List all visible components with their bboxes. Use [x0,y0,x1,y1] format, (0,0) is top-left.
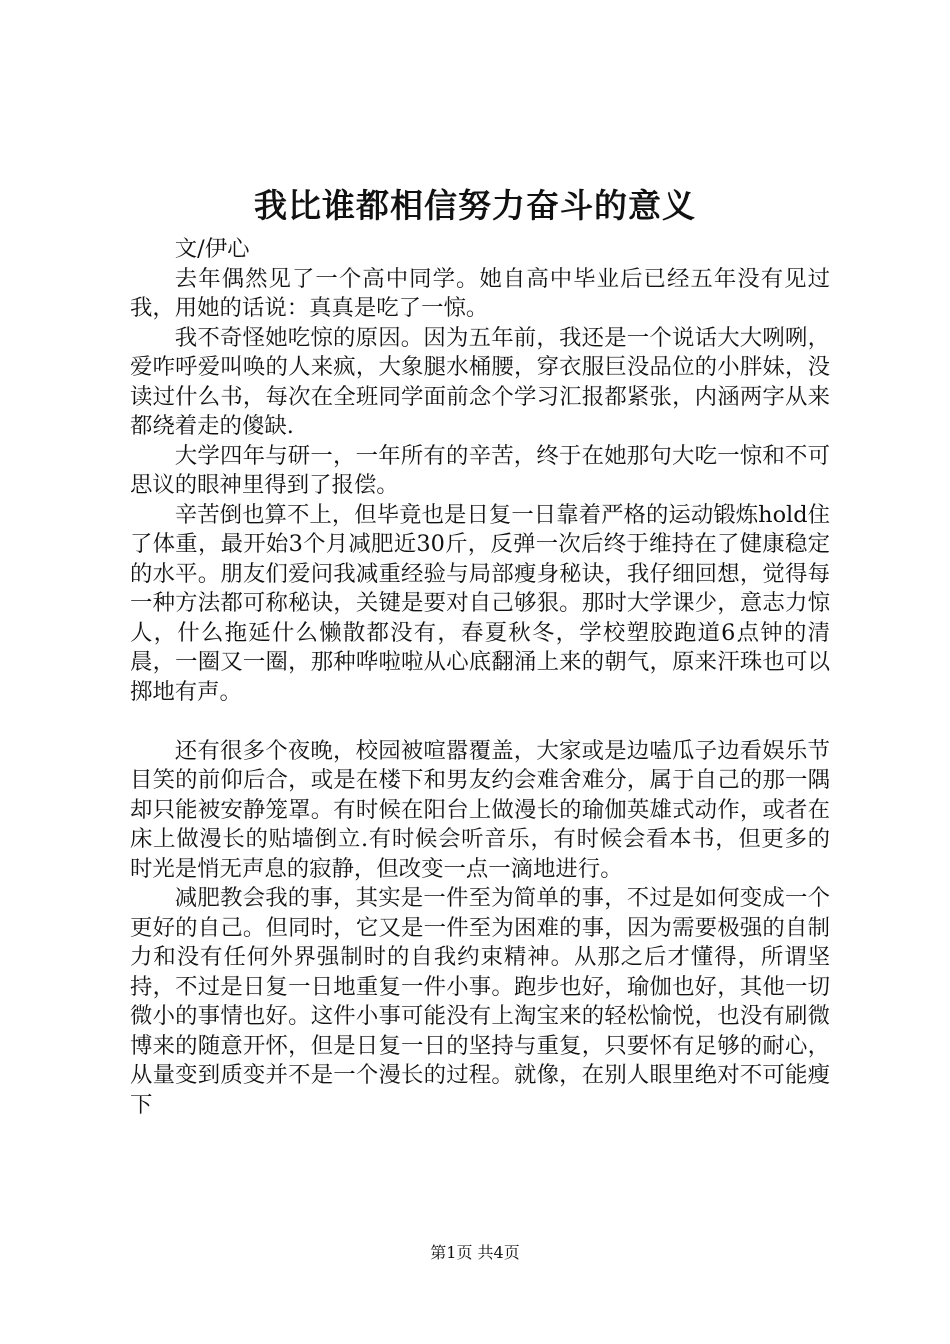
page-footer: 第1页 共4页 [430,1243,520,1262]
paragraph: 辛苦倒也算不上，但毕竟也是日复一日靠着严格的运动锻炼hold住了体重，最开始3个月减肥近30斤，反弹一次后终于维持在了健康稳定的水平。朋友们爱问我减重经验与局部瘦身秘诀，我仔细回想，觉得每一种方法都可称秘诀，关键是要对自己够狠。那时大学课少，意志力惊人，什么拖延什么懒散都没有，春夏秋冬，学校塑胶跑道6点钟的清晨，一圈又一圈，那种哗啦啦从心底翻涌上来的朝气，原来汗珠也可以掷地有声。 [130,501,830,705]
paragraph: 减肥教会我的事，其实是一件至为简单的事，不过是如何变成一个更好的自己。但同时，它又是一件至为困难的事，因为需要极强的自制力和没有任何外界强制时的自我约束精神。从那之后才懂得，所谓坚持，不过是日复一日地重复一件小事。跑步也好，瑜伽也好，其他一切微小的事情也好。这件小事可能没有上淘宝来的轻松愉悦，也没有刷微博来的随意开怀，但是日复一日的坚持与重复，只要怀有足够的耐心，从量变到质变并不是一个漫长的过程。就像，在别人眼里绝对不可能瘦下 [130,885,830,1118]
author-line: 文/伊心 [174,236,250,262]
document-title: 我比谁都相信努力奋斗的意义 [254,186,696,225]
paragraph: 我不奇怪她吃惊的原因。因为五年前，我还是一个说话大大咧咧，爱咋呼爱叫唤的人来疯，大象腿水桶腰，穿衣服巨没品位的小胖妹，没读过什么书，每次在全班同学面前念个学习汇报都紧张，内涵两字从来都绕着走的傻缺. [130,324,830,439]
document-body [130,235,830,1120]
paragraph: 还有很多个夜晚，校园被喧嚣覆盖，大家或是边嗑瓜子边看娱乐节目笑的前仰后合，或是在楼下和男友约会难舍难分，属于自己的那一隅却只能被安静笼罩。有时候在阳台上做漫长的瑜伽英雄式动作，或者在床上做漫长的贴墙倒立.有时候会听音乐，有时候会看本书，但更多的时光是悄无声息的寂静，但改变一点一滴地进行。 [130,737,830,882]
paragraph: 大学四年与研一，一年所有的辛苦，终于在她那句大吃一惊和不可思议的眼神里得到了报偿。 [130,442,830,498]
paragraph-gap [130,707,830,737]
paragraph: 去年偶然见了一个高中同学。她自高中毕业后已经五年没有见过我，用她的话说：真真是吃了一惊。 [130,265,830,321]
